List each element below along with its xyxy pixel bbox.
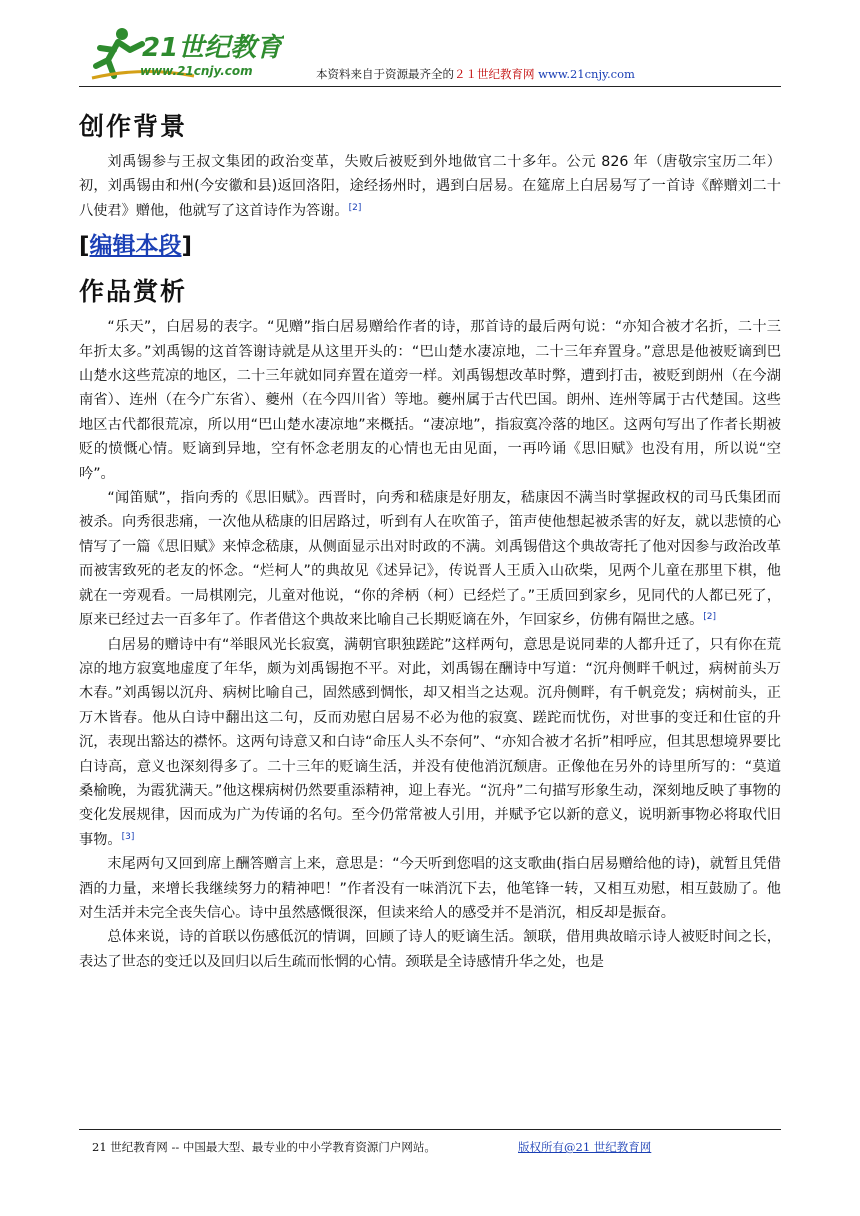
appreciation-paragraph-4 — [79, 852, 781, 925]
header-source-url[interactable]: www.21cnjy.com — [534, 67, 635, 81]
citation-ref[interactable]: [2] — [703, 612, 717, 623]
edit-bracket-open: [ — [79, 233, 90, 260]
paragraph-text: 白居易的赠诗中有“举眼风光长寂寞，满朝官职独蹉跎”这样两句，意思是说同辈的人都升迁了，只有你在荒凉的地方寂寞地虚度了年华，颇为刘禹锡抱不平。对此，刘禹锡在酬诗中写道：“沉舟侧畔千帆过，病树前头万木春。”刘禹锡以沉舟、病树比喻自己，固然感到惆怅，却又相当之达观。沉舟侧畔，有千帆竞发；病树前头，正万木皆春。他从白诗中翻出这二句，反而劝慰白居易不必为他的寂寞、蹉跎而忧伤，对世事的变迁和仕宦的升沉，表现出豁达的襟怀。这两句诗意又和白诗“命压人头不奈何”、“亦知合被才名折”相呼应，但其思想境界要比白诗高，意义也深刻得多了。二十三年的贬谪生活，并没有使他消沉颓唐。正像他在另外的诗里所写的：“莫道桑榆晚，为霞犹满天。”他这棵病树仍然要重添精神，迎上春光。“沉舟”二句描写形象生动，深刻地反映了事物的变化发展规律，因而成为广为传诵的名句。至今仍常常被人引用，并赋予它以新的意义，说明新事物必将取代旧事物。 — [79, 636, 781, 848]
appreciation-paragraph-3 — [79, 633, 781, 853]
citation-ref[interactable]: [2] — [348, 202, 362, 213]
header-source-line — [316, 66, 635, 82]
edit-section-link[interactable]: 编辑本段 — [89, 233, 182, 260]
citation-ref[interactable]: [3] — [121, 831, 135, 842]
header-divider — [79, 86, 781, 87]
site-logo — [84, 20, 284, 86]
appreciation-paragraph-5 — [79, 925, 781, 974]
page-header — [0, 0, 860, 90]
paragraph-text: 总体来说，诗的首联以伤感低沉的情调，回顾了诗人的贬谪生活。颔联，借用典故暗示诗人被贬时间之长，表达了世态的变迁以及回归以后生疏而怅惘的心情。颈联是全诗感情升华之处，也是 — [79, 929, 781, 970]
section-title-appreciation: 作品赏析 — [79, 277, 188, 307]
logo-title: 21世纪教育 — [142, 33, 283, 63]
paragraph-text: “闻笛赋”，指向秀的《思旧赋》。西晋时，向秀和嵇康是好朋友，嵇康因不满当时掌握政权的司马氏集团而被杀。向秀很悲痛，一次他从嵇康的旧居路过，听到有人在吹笛子，笛声使他想起被杀害的好友，就以悲愤的心情写了一篇《思旧赋》来悼念嵇康，从侧面显示出对时政的不满。刘禹锡借这个典故寄托了他对因参与政治改革而被害致死的老友的怀念。“烂柯人”的典故见《述异记》，传说晋人王质入山砍柴，见两个儿童在那里下棋，他就在一旁观看。一局棋刚完，儿童对他说，“你的斧柄（柯）已经烂了。”王质回到家乡，见同代的人都已死了，原来已经过去一百多年了。作者借这个典故来比喻自己长期贬谪在外，乍回家乡，仿佛有隔世之感。 — [79, 490, 781, 629]
paragraph-text: 末尾两句又回到席上酬答赠言上来，意思是：“今天听到您唱的这支歌曲(指白居易赠给他的诗)，就暂且凭借酒的力量，来增长我继续努力的精神吧！”作者没有一味消沉下去，他笔锋一转，又相互劝慰，相互鼓励了。他对生活并未完全丧失信心。诗中虽然感慨很深，但读来给人的感受并不是消沉，相反却是振奋。 — [79, 856, 781, 921]
footer-text: 21 世纪教育网 -- 中国最大型、最专业的中小学教育资源门户网站。 — [92, 1140, 436, 1154]
section-title-background: 创作背景 — [79, 112, 188, 141]
footer-divider — [79, 1129, 781, 1130]
header-source-prefix: 本资料来自于资源最齐全的 — [316, 67, 454, 81]
background-text: 刘禹锡参与王叔文集团的政治变革，失败后被贬到外地做官二十多年。公元 826 年（唐敬宗宝历二年）初，刘禹锡由和州(今安徽和县)返回洛阳，途经扬州时，遇到白居易。在筵席上白居易写了一首诗《醉赠刘二十八使君》赠他，他就写了这首诗作为答谢。 — [79, 154, 781, 219]
header-source-site[interactable]: ２１世纪教育网 — [454, 67, 535, 81]
paragraph-text: “乐天”，白居易的表字。“见赠”指白居易赠给作者的诗，那首诗的最后两句说：“亦知合被才名折，二十三年折太多。”刘禹锡的这首答谢诗就是从这里开头的：“巴山楚水凄凉地，二十三年弃置身。”意思是他被贬谪到巴山楚水这些荒凉的地区，二十三年就如同弃置在道旁一样。刘禹锡想改革时弊，遭到打击，被贬到朗州（在今湖南省）、连州（在今广东省）、夔州（在今四川省）等地。夔州属于古代巴国。朗州、连州等属于古代楚国。这些地区古代都很荒凉，所以用“巴山楚水凄凉地”来概括。“凄凉地”，指寂寞冷落的地区。这两句写出了作者长期被贬的愤慨心情。贬谪到异地，空有怀念老朋友的心情也无由见面，一再吟诵《思旧赋》也没有用，所以说“空吟”。 — [79, 319, 781, 482]
appreciation-paragraph-2 — [79, 486, 781, 632]
logo-figure-head — [116, 28, 128, 40]
article-body — [79, 104, 781, 974]
edit-section-line — [79, 223, 781, 269]
background-paragraph — [79, 150, 781, 223]
logo-url: www.21cnjy.com — [140, 64, 253, 78]
footer-copyright-link[interactable]: 版权所有@21 世纪教育网 — [518, 1140, 652, 1154]
edit-bracket-close: ] — [181, 233, 193, 260]
appreciation-paragraph-1 — [79, 315, 781, 486]
